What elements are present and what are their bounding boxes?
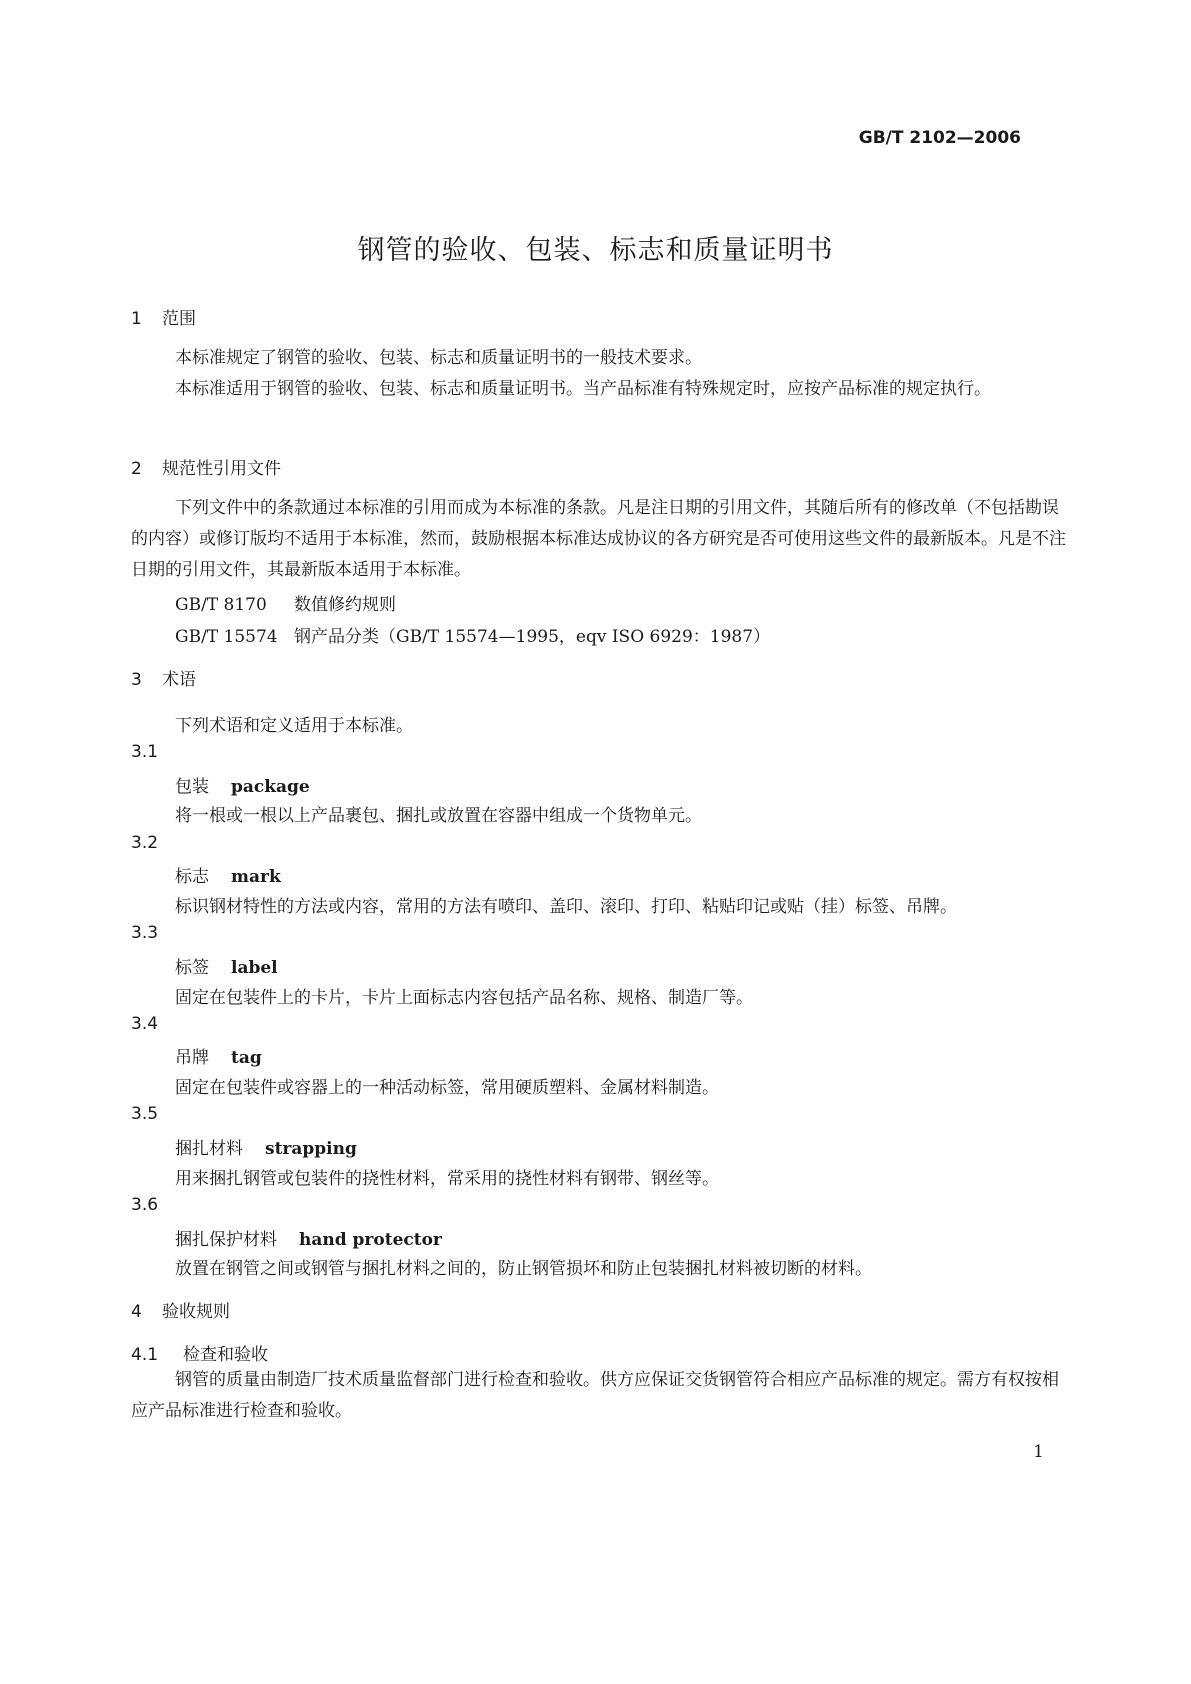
normative-reference [175, 590, 396, 615]
section-2-heading [131, 454, 281, 479]
term-number: 3.3 [131, 923, 159, 943]
term-definition: 用来捆扎钢管或包装件的挠性材料，常采用的挠性材料有钢带、钢丝等。 [175, 1169, 719, 1189]
section-title: 验收规则 [162, 1302, 230, 1322]
document-title: 钢管的验收、包装、标志和质量证明书 [357, 235, 834, 266]
subsection-4-1-paragraph: 钢管的质量由制造厂技术质量监督部门进行检查和验收。供方应保证交货钢管符合相应产品标准的规定。需方有权按相应产品标准进行检查和验收。 [131, 1370, 1059, 1421]
term-chinese: 捆扎材料 [175, 1139, 243, 1159]
term-number: 3.2 [131, 833, 159, 853]
reference-title: 数值修约规则 [294, 595, 396, 615]
term-chinese: 吊牌 [175, 1048, 209, 1068]
term-english: strapping [265, 1139, 357, 1159]
section-2-paragraph-1: 下列文件中的条款通过本标准的引用而成为本标准的条款。凡是注日期的引用文件，其随后所有的修改单（不包括勘误的内容）或修订版均不适用于本标准，然而，鼓励根据本标准达成协议的各方研究是否可使用这些文件的最新版本。凡是不注日期的引用文件，其最新版本适用于本标准。 [131, 498, 1066, 580]
section-4-heading [131, 1297, 230, 1322]
reference-title: 钢产品分类（GB/T 15574—1995，eqv ISO 6929：1987） [294, 627, 771, 647]
reference-code: GB/T 15574 [175, 627, 278, 647]
section-title: 术语 [162, 670, 196, 690]
reference-code: GB/T 8170 [175, 595, 267, 615]
term-entry [175, 772, 310, 797]
section-3-heading [131, 665, 196, 690]
term-definition: 标识钢材特性的方法或内容，常用的方法有喷印、盖印、滚印、打印、粘贴印记或贴（挂）标签、吊牌。 [175, 897, 957, 917]
section-1-paragraph-1: 本标准规定了钢管的验收、包装、标志和质量证明书的一般技术要求。 [175, 348, 702, 368]
normative-reference [175, 622, 770, 647]
term-definition: 固定在包装件上的卡片，卡片上面标志内容包括产品名称、规格、制造厂等。 [175, 988, 753, 1008]
section-number: 3 [131, 670, 142, 690]
term-number: 3.5 [131, 1104, 159, 1124]
term-english: hand protector [299, 1230, 442, 1250]
page-number: 1 [1033, 1442, 1044, 1462]
section-title: 范围 [162, 309, 196, 329]
term-entry [175, 953, 278, 978]
term-english: package [231, 777, 310, 797]
subsection-number: 4.1 [131, 1345, 159, 1365]
term-english: mark [231, 867, 281, 887]
term-number: 3.1 [131, 742, 159, 762]
term-english: label [231, 958, 278, 978]
term-chinese: 包装 [175, 777, 209, 797]
term-chinese: 标签 [175, 958, 209, 978]
term-entry [175, 1043, 262, 1068]
subsection-4-1-heading [131, 1340, 268, 1365]
term-definition: 放置在钢管之间或钢管与捆扎材料之间的，防止钢管损坏和防止包装捆扎材料被切断的材料。 [175, 1259, 872, 1279]
section-1-paragraph-2: 本标准适用于钢管的验收、包装、标志和质量证明书。当产品标准有特殊规定时，应按产品标准的规定执行。 [175, 379, 991, 399]
term-definition: 固定在包装件或容器上的一种活动标签，常用硬质塑料、金属材料制造。 [175, 1078, 719, 1098]
term-number: 3.4 [131, 1014, 159, 1034]
term-english: tag [231, 1048, 262, 1068]
section-number: 1 [131, 309, 142, 329]
term-number: 3.6 [131, 1195, 159, 1215]
term-entry [175, 1134, 357, 1159]
term-entry [175, 1225, 442, 1250]
term-chinese: 标志 [175, 867, 209, 887]
term-entry [175, 862, 281, 887]
section-3-intro: 下列术语和定义适用于本标准。 [175, 716, 413, 736]
section-1-heading [131, 304, 196, 329]
section-number: 4 [131, 1302, 142, 1322]
term-definition: 将一根或一根以上产品裹包、捆扎或放置在容器中组成一个货物单元。 [175, 806, 702, 826]
section-number: 2 [131, 459, 142, 479]
standard-code: GB/T 2102—2006 [858, 128, 1021, 148]
term-chinese: 捆扎保护材料 [175, 1230, 277, 1250]
section-title: 规范性引用文件 [162, 459, 281, 479]
subsection-title: 检查和验收 [183, 1345, 268, 1365]
